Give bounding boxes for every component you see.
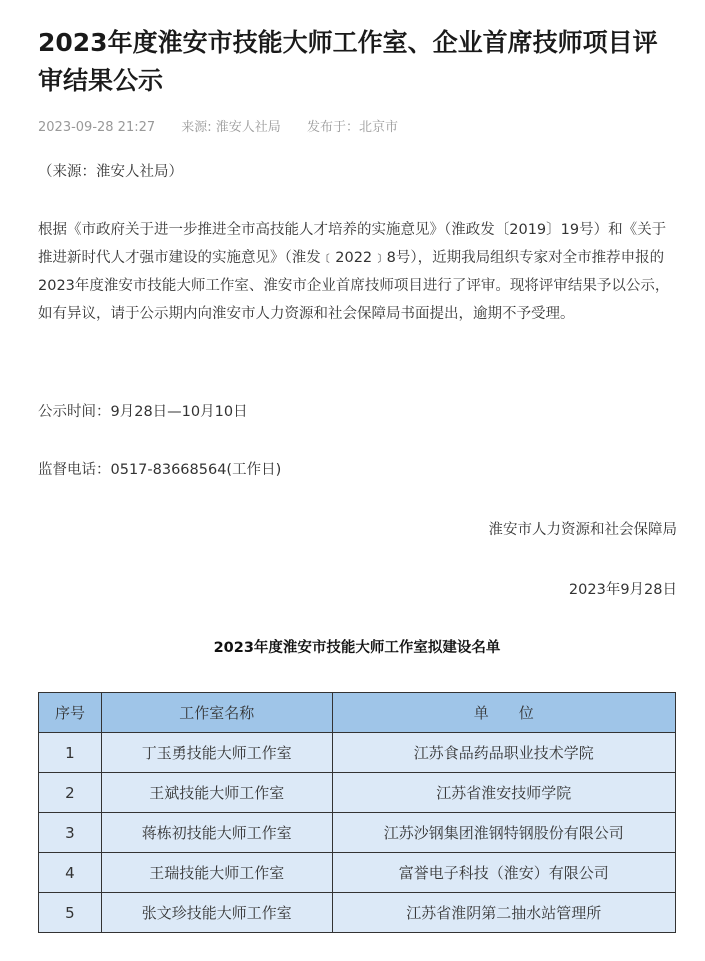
- cell-organization: 江苏省淮安技师学院: [332, 773, 675, 813]
- cell-studio-name: 王瑞技能大师工作室: [101, 853, 332, 893]
- cell-organization: 富誉电子科技（淮安）有限公司: [332, 853, 675, 893]
- cell-studio-name: 王斌技能大师工作室: [101, 773, 332, 813]
- cell-studio-name: 丁玉勇技能大师工作室: [101, 733, 332, 773]
- cell-organization: 江苏食品药品职业技术学院: [332, 733, 675, 773]
- cell-index: 5: [39, 893, 102, 933]
- table-header-row: [39, 693, 676, 733]
- supervision-phone: 监督电话：0517-83668564(工作日): [38, 462, 282, 478]
- header-index: 序号: [39, 693, 102, 733]
- table-title: 2023年度淮安市技能大师工作室拟建设名单: [213, 640, 501, 656]
- cell-organization: 江苏省淮阴第二抽水站管理所: [332, 893, 675, 933]
- source-label: 来源: 淮安人社局: [181, 120, 281, 135]
- cell-studio-name: 张文珍技能大师工作室: [101, 893, 332, 933]
- header-studio-name: 工作室名称: [101, 693, 332, 733]
- table-row: [39, 893, 676, 933]
- table-row: [39, 773, 676, 813]
- body-paragraph: 根据《市政府关于进一步推进全市高技能人才培养的实施意见》（淮政发〔2019〕19号）和《关于推进新时代人才强市建设的实施意见》（淮发﹝2022﹞8号），近期我局组织专家对全市推荐申报的2023年度淮安市技能大师工作室、淮安市企业首席技师项目进行了评审。现将评审结果予以公示，如有异议，请于公示期内向淮安市人力资源和社会保障局书面提出，逾期不予受理。: [38, 222, 670, 322]
- cell-organization: 江苏沙钢集团淮钢特钢股份有限公司: [332, 813, 675, 853]
- signature-org: 淮安市人力资源和社会保障局: [488, 522, 677, 538]
- article-title: 2023年度淮安市技能大师工作室、企业首席技师项目评审结果公示: [38, 28, 658, 95]
- cell-index: 1: [39, 733, 102, 773]
- cell-index: 4: [39, 853, 102, 893]
- cell-index: 2: [39, 773, 102, 813]
- published-location: 发布于：北京市: [306, 120, 398, 135]
- signature-date: 2023年9月28日: [568, 582, 677, 598]
- header-organization: 单 位: [332, 693, 675, 733]
- table-row: [39, 813, 676, 853]
- cell-studio-name: 蒋栋初技能大师工作室: [101, 813, 332, 853]
- table-row: [39, 733, 676, 773]
- source-line: （来源：淮安人社局）: [38, 164, 183, 180]
- article-meta: [38, 116, 420, 135]
- studio-list-table: [38, 692, 676, 933]
- publish-datetime: 2023-09-28 21:27: [38, 120, 156, 135]
- table-row: [39, 853, 676, 893]
- public-time: 公示时间：9月28日—10月10日: [38, 404, 248, 420]
- cell-index: 3: [39, 813, 102, 853]
